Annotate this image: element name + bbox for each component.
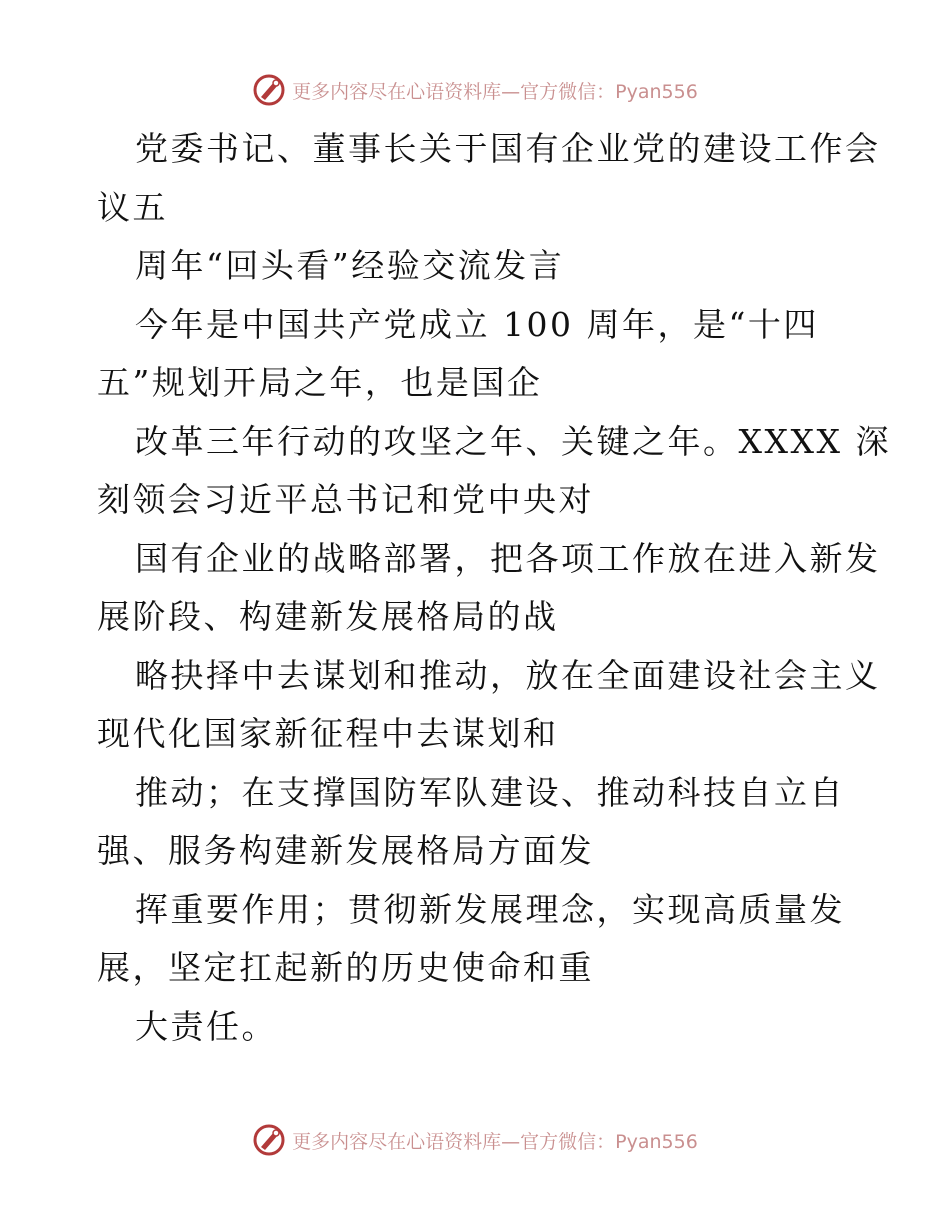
header-banner xyxy=(0,70,950,110)
document-line: 五”规划开局之年，也是国企 xyxy=(97,363,543,402)
logo-icon xyxy=(252,73,286,107)
document-line: 周年“回头看”经验交流发言 xyxy=(135,246,565,285)
document-line: 党委书记、董事长关于国有企业党的建设工作会 xyxy=(135,129,881,168)
document-line: 大责任。 xyxy=(135,1006,277,1046)
document-line: 挥重要作用；贯彻新发展理念，实现高质量发 xyxy=(135,889,845,929)
document-line: 略抉择中去谋划和推动，放在全面建设社会主义 xyxy=(135,655,881,695)
document-line: 强、服务构建新发展格局方面发 xyxy=(97,831,594,870)
document-line: 现代化国家新征程中去谋划和 xyxy=(97,714,559,753)
document-body xyxy=(97,120,891,1056)
document-line: 今年是中国共产党成立 100 周年，是“十四 xyxy=(135,304,819,344)
footer-banner xyxy=(0,1120,950,1160)
document-line: 推动；在支撑国防军队建设、推动科技自立自 xyxy=(135,772,845,812)
footer-banner-text: 更多内容尽在心语资料库—官方微信：Pyan556 xyxy=(292,1130,698,1153)
document-line: 刻领会习近平总书记和党中央对 xyxy=(97,480,594,519)
document-line: 展，坚定扛起新的历史使命和重 xyxy=(97,948,594,987)
document-line: 改革三年行动的攻坚之年、关键之年。XXXX 深 xyxy=(135,421,891,461)
document-line: 展阶段、构建新发展格局的战 xyxy=(97,597,559,636)
document-line: 国有企业的战略部署，把各项工作放在进入新发 xyxy=(135,538,881,578)
document-line: 议五 xyxy=(97,187,168,227)
header-banner-text: 更多内容尽在心语资料库—官方微信：Pyan556 xyxy=(292,80,698,103)
logo-icon xyxy=(252,1123,286,1157)
